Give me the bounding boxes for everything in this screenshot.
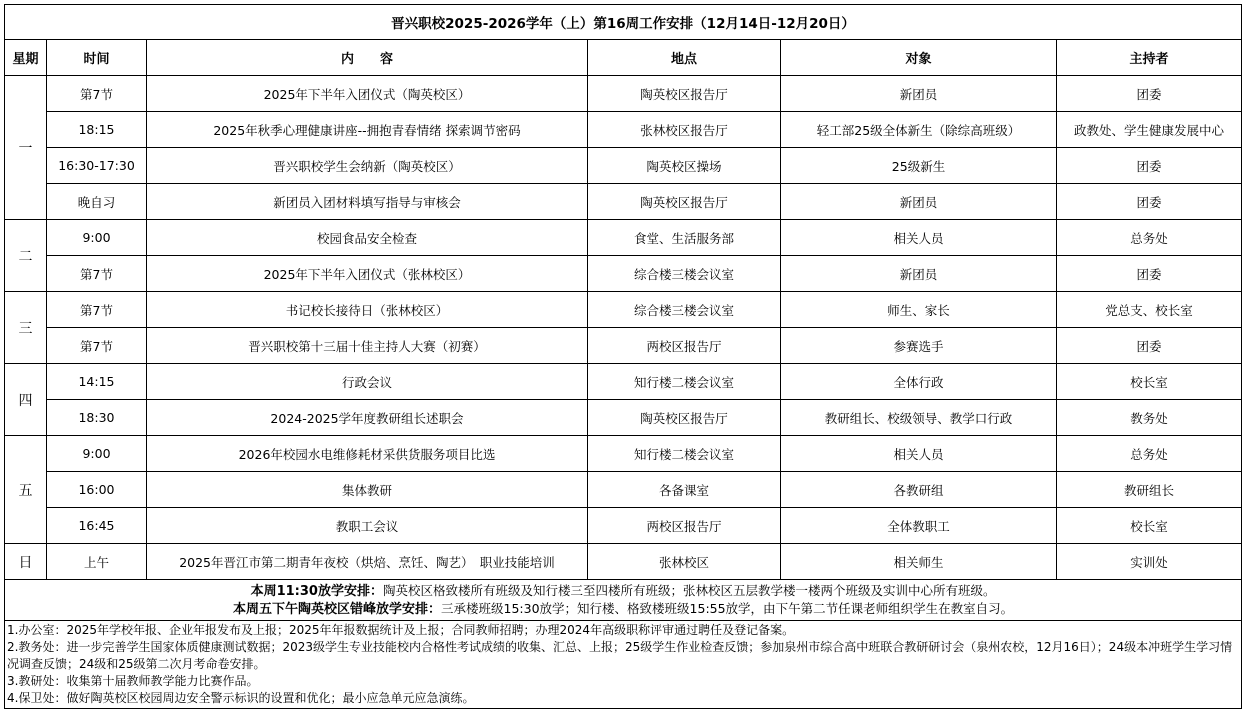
schedule-table (4, 4, 1242, 709)
host-cell: 团委 (1057, 148, 1242, 184)
audience-cell: 新团员 (781, 256, 1057, 292)
content-cell: 集体教研 (147, 472, 588, 508)
audience-cell: 教研组长、校级领导、教学口行政 (781, 400, 1057, 436)
audience-cell: 全体行政 (781, 364, 1057, 400)
host-cell: 校长室 (1057, 364, 1242, 400)
time-cell: 上午 (47, 544, 147, 580)
header-row (5, 40, 1242, 76)
location-cell: 陶英校区报告厅 (588, 76, 781, 112)
location-cell: 陶英校区报告厅 (588, 400, 781, 436)
audience-cell: 轻工部25级全体新生（除综高班级） (781, 112, 1057, 148)
time-cell: 16:30-17:30 (47, 148, 147, 184)
table-row (5, 184, 1242, 220)
audience-cell: 相关人员 (781, 436, 1057, 472)
header-host: 主持者 (1057, 40, 1242, 76)
notice-text-1: 陶英校区格致楼所有班级及知行楼三至四楼所有班级；张林校区五层教学楼一楼两个班级及实训中心所有班级。 (382, 583, 996, 598)
table-row (5, 292, 1242, 328)
weekday-cell: 四 (5, 364, 47, 436)
time-cell: 16:45 (47, 508, 147, 544)
location-cell: 陶英校区操场 (588, 148, 781, 184)
table-row (5, 472, 1242, 508)
table-row (5, 76, 1242, 112)
time-cell: 第7节 (47, 292, 147, 328)
table-row (5, 544, 1242, 580)
header-content: 内 容 (147, 40, 588, 76)
host-cell: 团委 (1057, 76, 1242, 112)
audience-cell: 相关师生 (781, 544, 1057, 580)
content-cell: 2025年下半年入团仪式（张林校区） (147, 256, 588, 292)
notice-label-2: 本周五下午陶英校区错峰放学安排： (233, 602, 442, 617)
weekday-cell: 日 (5, 544, 47, 580)
host-cell: 教研组长 (1057, 472, 1242, 508)
content-cell: 2025年下半年入团仪式（陶英校区） (147, 76, 588, 112)
table-row (5, 508, 1242, 544)
content-cell: 2026年校园水电维修耗材采供货服务项目比选 (147, 436, 588, 472)
host-cell: 团委 (1057, 256, 1242, 292)
content-cell: 晋兴职校学生会纳新（陶英校区） (147, 148, 588, 184)
host-cell: 政教处、学生健康发展中心 (1057, 112, 1242, 148)
audience-cell: 相关人员 (781, 220, 1057, 256)
host-cell: 实训处 (1057, 544, 1242, 580)
content-cell: 校园食品安全检查 (147, 220, 588, 256)
content-cell: 2024-2025学年度教研组长述职会 (147, 400, 588, 436)
time-cell: 16:00 (47, 472, 147, 508)
location-cell: 综合楼三楼会议室 (588, 256, 781, 292)
weekday-cell: 二 (5, 220, 47, 292)
audience-cell: 各教研组 (781, 472, 1057, 508)
schedule-sheet (4, 4, 1241, 709)
table-row (5, 256, 1242, 292)
audience-cell: 参赛选手 (781, 328, 1057, 364)
host-cell: 团委 (1057, 184, 1242, 220)
location-cell: 知行楼二楼会议室 (588, 364, 781, 400)
note-security: 4.保卫处：做好陶英校区校园周边安全警示标识的设置和优化；最小应急单元应急演练。 (7, 691, 475, 705)
audience-cell: 新团员 (781, 184, 1057, 220)
weekday-cell: 五 (5, 436, 47, 544)
header-weekday: 星期 (5, 40, 47, 76)
location-cell: 陶英校区报告厅 (588, 184, 781, 220)
audience-cell: 25级新生 (781, 148, 1057, 184)
content-cell: 新团员入团材料填写指导与审核会 (147, 184, 588, 220)
time-cell: 9:00 (47, 436, 147, 472)
location-cell: 张林校区报告厅 (588, 112, 781, 148)
host-cell: 团委 (1057, 328, 1242, 364)
note-research: 3.教研处：收集第十届教师教学能力比赛作品。 (7, 674, 259, 688)
location-cell: 知行楼二楼会议室 (588, 436, 781, 472)
table-row (5, 112, 1242, 148)
audience-cell: 师生、家长 (781, 292, 1057, 328)
table-row (5, 148, 1242, 184)
notice-text-2: 三承楼班级15:30放学；知行楼、格致楼班级15:55放学，由下午第二节任课老师组织学生在教室自习。 (441, 601, 1014, 616)
note-office: 1.办公室：2025年学校年报、企业年报发布及上报；2025年年报数据统计及上报；合同教师招聘；办理2024年高级职称评审通过聘任及登记备案。 (7, 623, 795, 637)
time-cell: 晚自习 (47, 184, 147, 220)
location-cell: 张林校区 (588, 544, 781, 580)
time-cell: 18:15 (47, 112, 147, 148)
content-cell: 教职工会议 (147, 508, 588, 544)
time-cell: 18:30 (47, 400, 147, 436)
note-academic: 2.教务处：进一步完善学生国家体质健康测试数据；2023级学生专业技能校内合格性考试成绩的收集、汇总、上报；25级学生作业检查反馈；参加泉州市综合高中班联合教研研讨会（泉州农校，12月16日）；24级本冲班学生学习情况调查反馈；24级和25级第二次月考命卷安排。 (7, 640, 1233, 671)
time-cell: 第7节 (47, 256, 147, 292)
time-cell: 9:00 (47, 220, 147, 256)
sheet-title: 晋兴职校2025-2026学年（上）第16周工作安排（12月14日-12月20日） (5, 5, 1242, 40)
content-cell: 书记校长接待日（张林校区） (147, 292, 588, 328)
location-cell: 两校区报告厅 (588, 508, 781, 544)
weekday-cell: 三 (5, 292, 47, 364)
content-cell: 行政会议 (147, 364, 588, 400)
table-row (5, 364, 1242, 400)
content-cell: 2025年秋季心理健康讲座--拥抱青春情绪 探索调节密码 (147, 112, 588, 148)
header-location: 地点 (588, 40, 781, 76)
table-row (5, 328, 1242, 364)
content-cell: 2025年晋江市第二期青年夜校（烘焙、烹饪、陶艺） 职业技能培训 (147, 544, 588, 580)
host-cell: 教务处 (1057, 400, 1242, 436)
host-cell: 总务处 (1057, 220, 1242, 256)
location-cell: 各备课室 (588, 472, 781, 508)
audience-cell: 全体教职工 (781, 508, 1057, 544)
content-cell: 晋兴职校第十三届十佳主持人大赛（初赛） (147, 328, 588, 364)
header-time: 时间 (47, 40, 147, 76)
header-audience: 对象 (781, 40, 1057, 76)
location-cell: 食堂、生活服务部 (588, 220, 781, 256)
notice-label-1: 本周11:30放学安排： (250, 584, 383, 599)
host-cell: 党总支、校长室 (1057, 292, 1242, 328)
time-cell: 第7节 (47, 328, 147, 364)
department-notes (5, 621, 1242, 709)
time-cell: 14:15 (47, 364, 147, 400)
table-row (5, 220, 1242, 256)
location-cell: 两校区报告厅 (588, 328, 781, 364)
table-row (5, 436, 1242, 472)
host-cell: 校长室 (1057, 508, 1242, 544)
audience-cell: 新团员 (781, 76, 1057, 112)
time-cell: 第7节 (47, 76, 147, 112)
dismissal-notice (5, 580, 1242, 621)
weekday-cell: 一 (5, 76, 47, 220)
host-cell: 总务处 (1057, 436, 1242, 472)
location-cell: 综合楼三楼会议室 (588, 292, 781, 328)
table-row (5, 400, 1242, 436)
